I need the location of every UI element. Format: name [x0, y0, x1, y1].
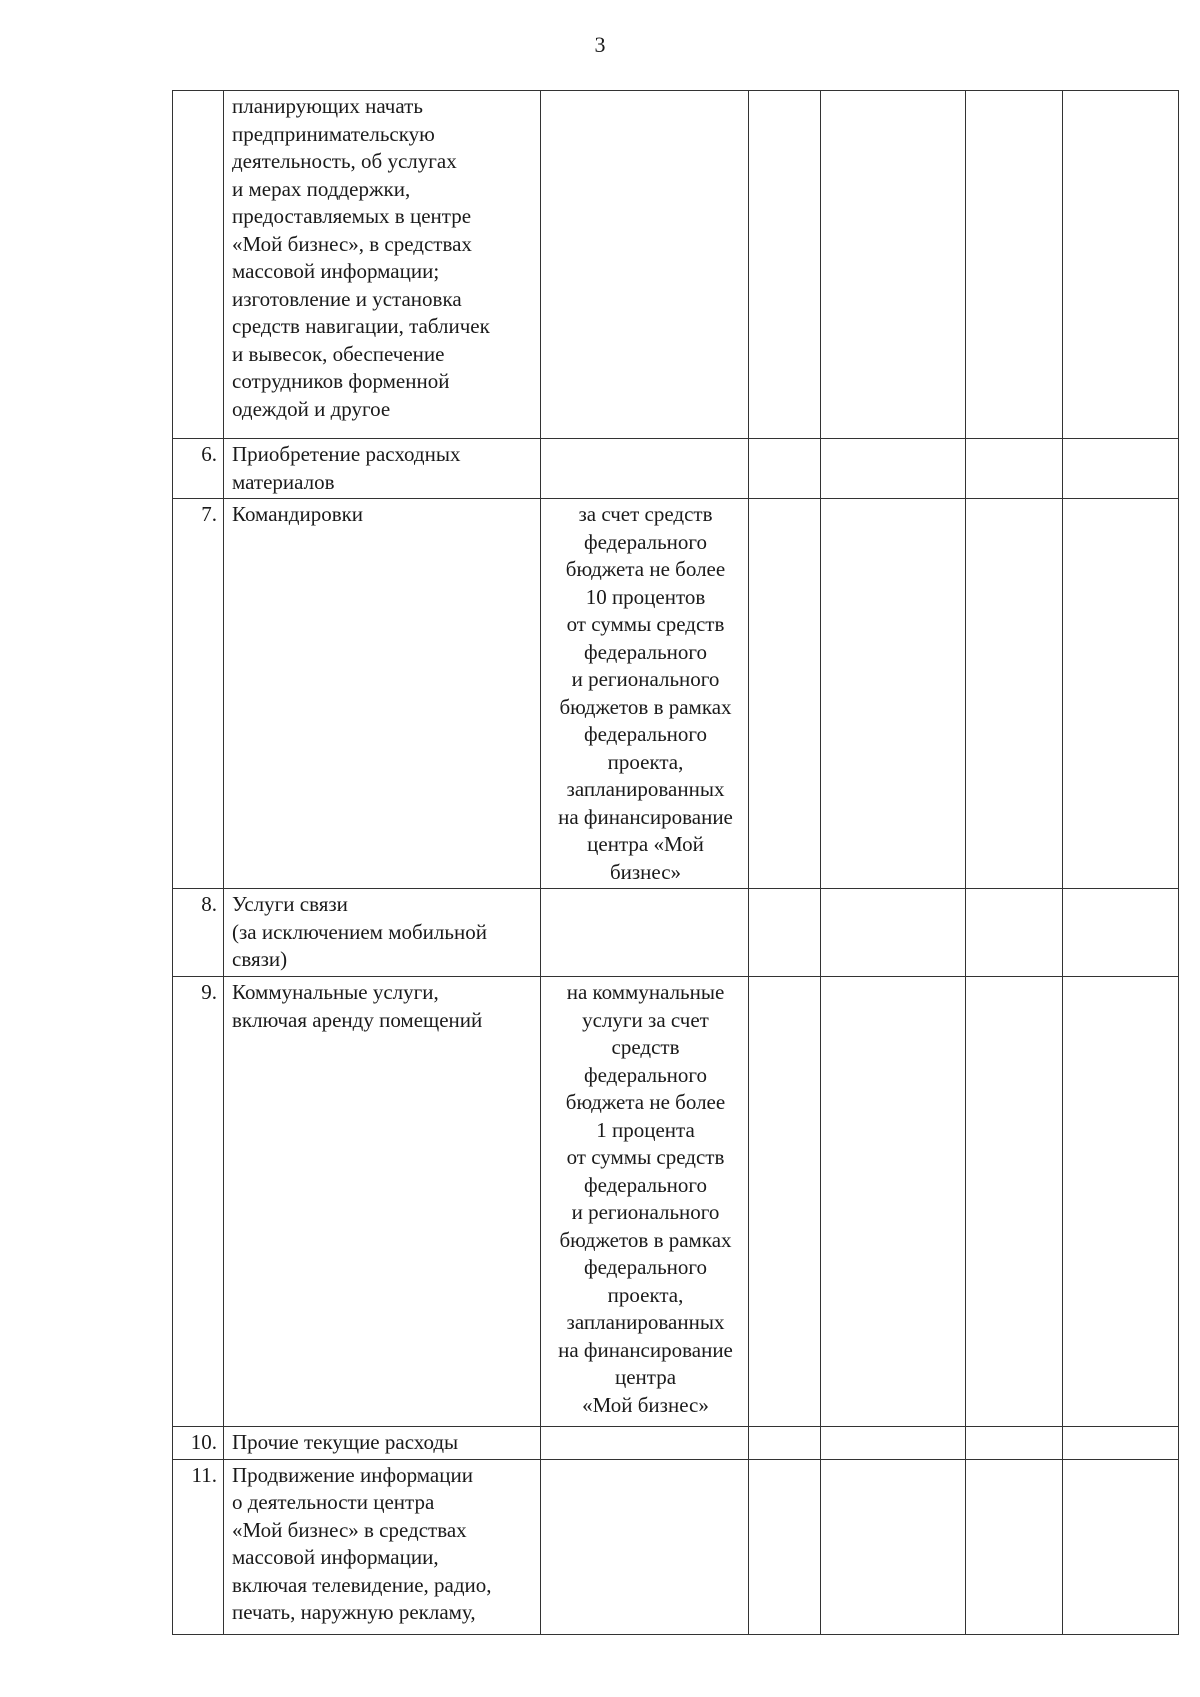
empty-cell: [966, 1459, 1063, 1634]
row-number: 6.: [173, 439, 224, 499]
empty-cell: [821, 439, 966, 499]
funding-condition: [541, 439, 749, 499]
expense-name: Коммунальные услуги, включая аренду помещений: [224, 977, 541, 1427]
empty-cell: [749, 1427, 821, 1460]
empty-cell: [1063, 91, 1179, 439]
expense-name: планирующих начать предпринимательскую деятельность, об услугах и мерах поддержки, предоставляемых в центре «Мой бизнес», в средствах массовой информации; изготовление и установка средств навигации, табличек и вывесок, обеспечение сотрудников форменной одеждой и другое: [224, 91, 541, 439]
table-row: [173, 499, 1179, 889]
expense-name: Прочие текущие расходы: [224, 1427, 541, 1460]
empty-cell: [821, 977, 966, 1427]
empty-cell: [749, 91, 821, 439]
expense-name: Продвижение информации о деятельности центра «Мой бизнес» в средствах массовой информации, включая телевидение, радио, печать, наружную рекламу,: [224, 1459, 541, 1634]
empty-cell: [1063, 1459, 1179, 1634]
empty-cell: [966, 499, 1063, 889]
empty-cell: [749, 1459, 821, 1634]
table-row: [173, 439, 1179, 499]
empty-cell: [749, 439, 821, 499]
empty-cell: [966, 977, 1063, 1427]
expense-table: [172, 90, 1179, 1635]
funding-condition: [541, 1427, 749, 1460]
table-row: [173, 1427, 1179, 1460]
empty-cell: [966, 1427, 1063, 1460]
expense-name: Приобретение расходных материалов: [224, 439, 541, 499]
empty-cell: [749, 977, 821, 1427]
table-row: [173, 91, 1179, 439]
page-number: 3: [594, 32, 606, 57]
empty-cell: [821, 1427, 966, 1460]
table-row: [173, 889, 1179, 977]
empty-cell: [966, 91, 1063, 439]
table-row: [173, 977, 1179, 1427]
row-number: 9.: [173, 977, 224, 1427]
table-row: [173, 1459, 1179, 1634]
row-number: 7.: [173, 499, 224, 889]
empty-cell: [821, 1459, 966, 1634]
empty-cell: [821, 91, 966, 439]
empty-cell: [966, 889, 1063, 977]
row-number: [173, 91, 224, 439]
funding-condition: [541, 889, 749, 977]
empty-cell: [1063, 977, 1179, 1427]
empty-cell: [749, 499, 821, 889]
row-number: 8.: [173, 889, 224, 977]
funding-condition: на коммунальные услуги за счет средств федерального бюджета не более 1 процента от суммы средств федерального и регионального бюджетов в рамках федерального проекта, запланированных на финансирование центра «Мой бизнес»: [541, 977, 749, 1427]
row-number: 10.: [173, 1427, 224, 1460]
empty-cell: [821, 889, 966, 977]
empty-cell: [1063, 499, 1179, 889]
expense-name: Услуги связи (за исключением мобильной связи): [224, 889, 541, 977]
empty-cell: [1063, 1427, 1179, 1460]
empty-cell: [749, 889, 821, 977]
funding-condition: [541, 91, 749, 439]
row-number: 11.: [173, 1459, 224, 1634]
empty-cell: [1063, 439, 1179, 499]
empty-cell: [1063, 889, 1179, 977]
funding-condition: [541, 1459, 749, 1634]
empty-cell: [966, 439, 1063, 499]
funding-condition: за счет средств федерального бюджета не более 10 процентов от суммы средств федерального и регионального бюджетов в рамках федерального проекта, запланированных на финансирование центра «Мой бизнес»: [541, 499, 749, 889]
expense-name: Командировки: [224, 499, 541, 889]
empty-cell: [821, 499, 966, 889]
